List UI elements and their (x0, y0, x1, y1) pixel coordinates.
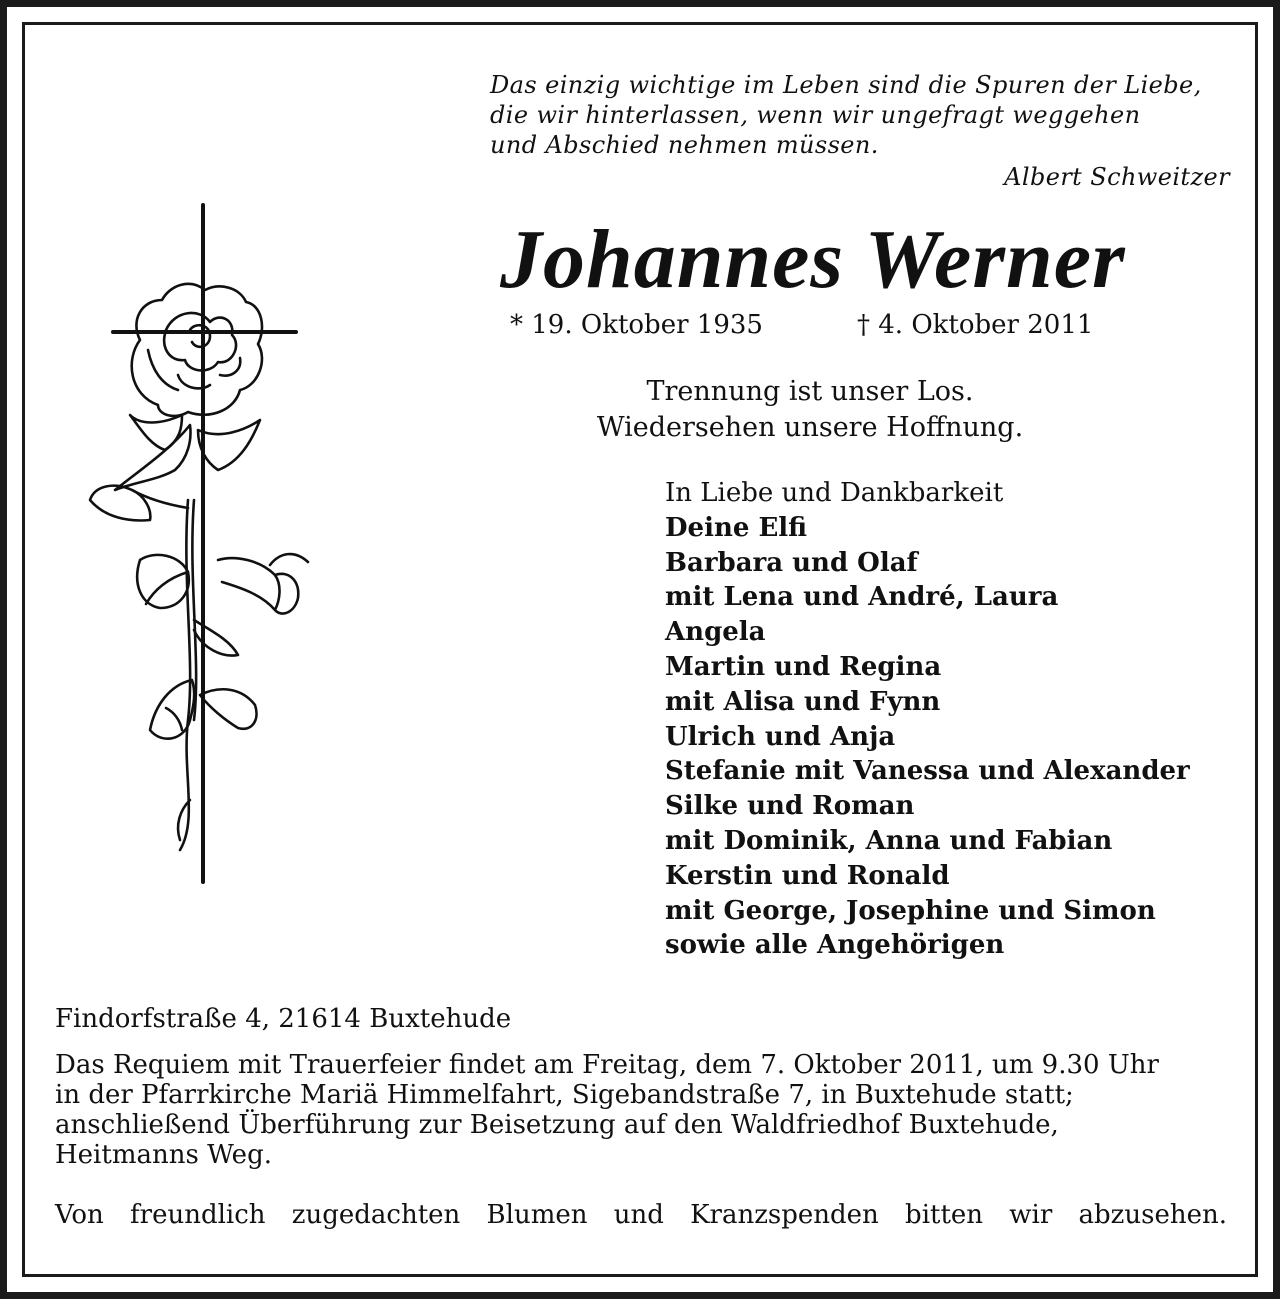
mourner-name: Deine Elfi (665, 512, 808, 543)
mourner-name: mit Alisa und Fynn (665, 686, 941, 717)
address: Findorfstraße 4, 21614 Buxtehude (55, 1004, 512, 1034)
life-dates (510, 308, 1094, 342)
deceased-name: Johannes Werner (500, 213, 1126, 306)
requiem-line: Heitmanns Weg. (55, 1140, 272, 1170)
mourner-name: Angela (665, 617, 766, 648)
death-date: † 4. Oktober 2011 (857, 310, 1094, 340)
mourner-name: Stefanie mit Vanessa und Alexander (665, 756, 1190, 787)
quote-line: die wir hinterlassen, wenn wir ungefragt weggehen (490, 101, 1141, 129)
requiem-notice (55, 1050, 1225, 1170)
mourner-name: mit Lena und André, Laura (665, 582, 1059, 613)
requiem-line: anschließend Überführung zur Beisetzung auf den Waldfriedhof Buxtehude, (55, 1110, 1059, 1140)
quote-line: und Abschied nehmen müssen. (490, 131, 879, 159)
mourner-name: Barbara und Olaf (665, 547, 918, 578)
mourner-name: Martin und Regina (665, 651, 942, 682)
epigraph-quote (490, 70, 1202, 160)
cross-and-rose-illustration (70, 200, 330, 890)
mourner-name: Ulrich und Anja (665, 721, 896, 752)
mourner-name: mit Dominik, Anna und Fabian (665, 825, 1113, 856)
mourner-name: Kerstin und Ronald (665, 860, 950, 891)
closing-note: Von freundlich zugedachten Blumen und Kranzspenden bitten wir abzusehen. (55, 1200, 1227, 1230)
quote-author: Albert Schweitzer (1004, 163, 1230, 191)
rose-icon (90, 284, 308, 850)
motto (560, 374, 1060, 446)
mourner-name: mit George, Josephine und Simon (665, 895, 1156, 926)
motto-line: Trennung ist unser Los. (646, 376, 974, 407)
requiem-line: Das Requiem mit Trauerfeier findet am Freitag, dem 7. Oktober 2011, um 9.30 Uhr (55, 1050, 1159, 1080)
birth-date: * 19. Oktober 1935 (510, 310, 763, 340)
mourner-name: Silke und Roman (665, 791, 915, 822)
mourners-intro: In Liebe und Dankbarkeit (665, 478, 1004, 508)
mourner-name: sowie alle Angehörigen (665, 930, 1005, 961)
requiem-line: in der Pfarrkirche Mariä Himmelfahrt, Sigebandstraße 7, in Buxtehude statt; (55, 1080, 1074, 1110)
quote-line: Das einzig wichtige im Leben sind die Spuren der Liebe, (490, 71, 1202, 99)
mourners-list (665, 476, 1190, 963)
motto-line: Wiedersehen unsere Hoffnung. (596, 412, 1024, 443)
cross-icon (113, 205, 296, 882)
